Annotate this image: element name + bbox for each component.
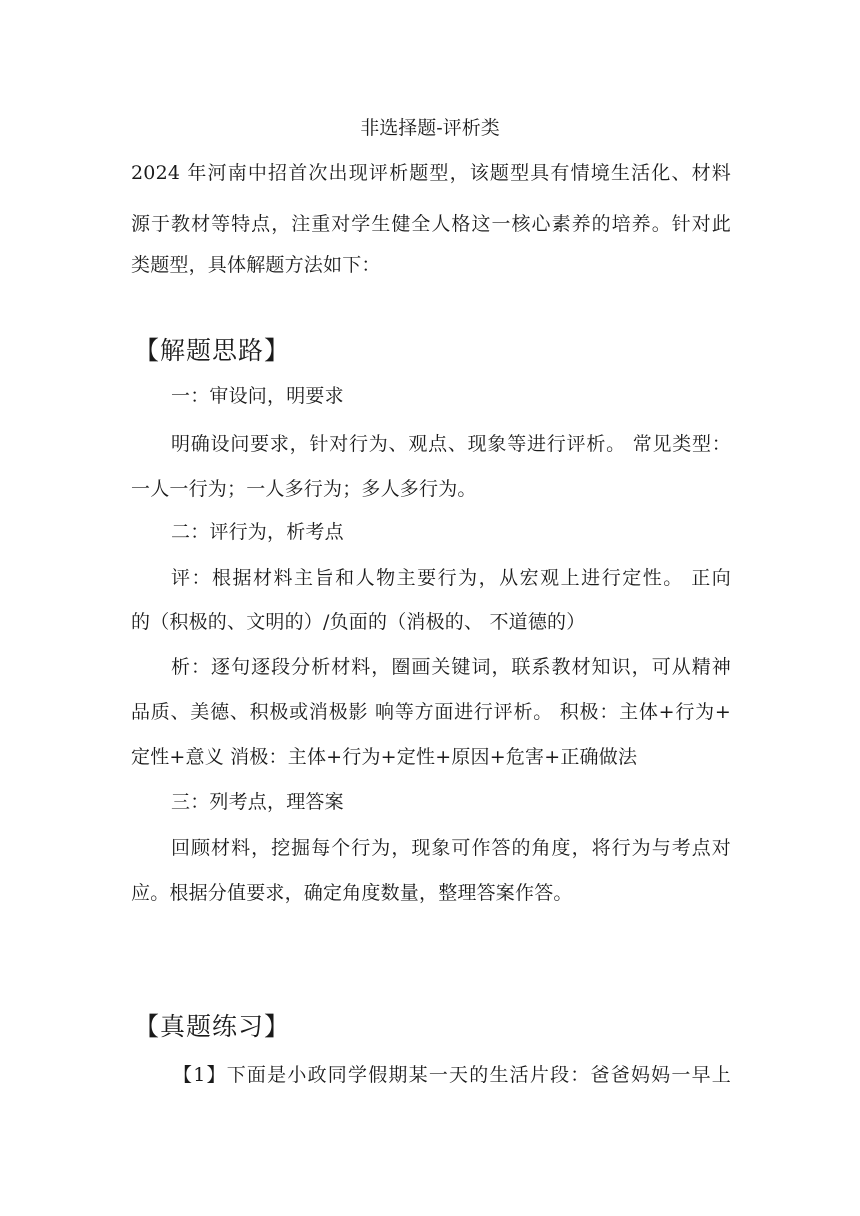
step2-eval-line-2: 的（积极的、文明的）/负面的（消极的、 不道德的） [131, 611, 586, 633]
section-heading-practice: 【真题练习】 [134, 1012, 291, 1041]
step3-title: 三：列考点，理答案 [171, 791, 344, 813]
step3-body-line-2: 应。根据分值要求，确定角度数量，整理答案作答。 [131, 882, 573, 904]
step2-title: 二：评行为，析考点 [171, 521, 344, 543]
intro-line-3: 类题型，具体解题方法如下： [131, 254, 381, 276]
intro-line-1: 2024 年河南中招首次出现评析题型，该题型具有情境生活化、材料 [131, 162, 731, 184]
step2-analyze-line-3: 定性+意义 消极：主体+行为+定性+原因+危害+正确做法 [131, 746, 638, 768]
step2-analyze-line-2: 品质、美德、积极或消极影 响等方面进行评析。 积极：主体+行为+ [131, 701, 731, 723]
intro-line-2: 源于教材等特点，注重对学生健全人格这一核心素养的培养。针对此 [131, 213, 731, 235]
section-heading-solving-approach: 【解题思路】 [134, 336, 291, 365]
step1-body-line-2: 一人一行为；一人多行为；多人多行为。 [131, 478, 477, 500]
step1-title: 一：审设问，明要求 [171, 385, 344, 407]
document-title: 非选择题-评析类 [360, 117, 500, 139]
step1-body-line-1: 明确设问要求，针对行为、观点、现象等进行评析。 常见类型： [171, 433, 731, 455]
step3-body-line-1: 回顾材料，挖掘每个行为，现象可作答的角度，将行为与考点对 [171, 837, 731, 859]
step2-analyze-line-1: 析：逐句逐段分析材料，圈画关键词，联系教材知识，可从精神 [171, 656, 731, 678]
step2-eval-line-1: 评：根据材料主旨和人物主要行为，从宏观上进行定性。 正向 [171, 567, 731, 589]
practice-question-1: 【1】下面是小政同学假期某一天的生活片段：爸爸妈妈一早上 [173, 1064, 731, 1086]
